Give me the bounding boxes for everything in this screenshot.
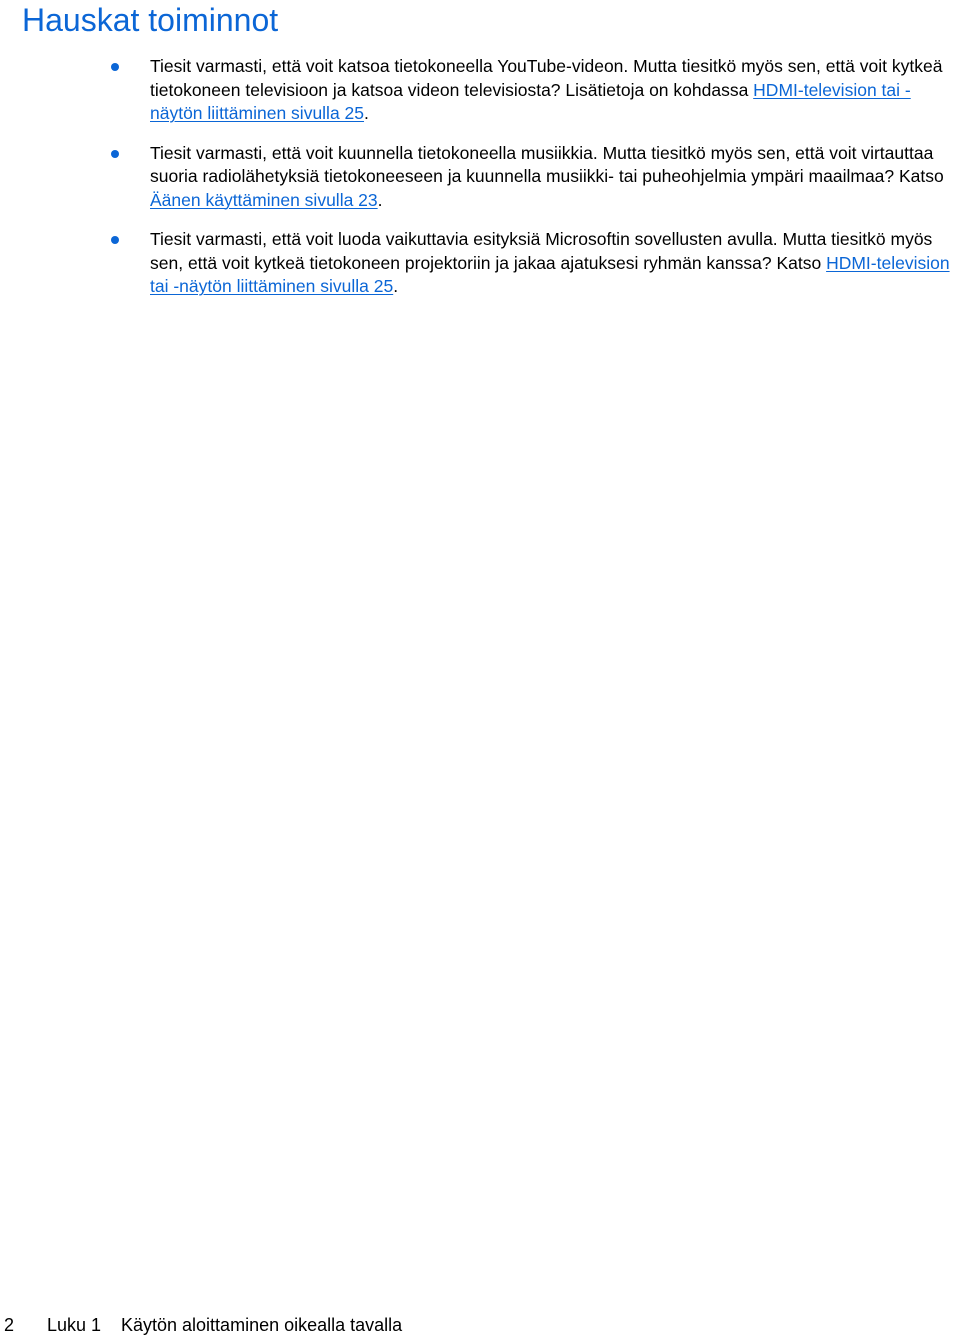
list-item xyxy=(0,142,960,213)
item-text: Tiesit varmasti, että voit kuunnella tietokoneella musiikkia. Mutta tiesitkö myös sen, että voit virtauttaa suoria radiolähetyksiä tietokoneeseen ja kuunnella musiikki- tai puheohjelmia ympäri maailmaa? Katso xyxy=(150,142,944,186)
audio-link[interactable]: Äänen käyttäminen sivulla 23 xyxy=(150,189,378,210)
item-text-end: . xyxy=(377,189,383,210)
list-item xyxy=(0,55,960,126)
hdmi-link[interactable]: HDMI-television tai -näytön liittäminen sivulla 25 xyxy=(150,252,950,296)
chapter-label: Luku 1 xyxy=(47,1315,102,1335)
bullet-icon xyxy=(111,63,119,71)
page-number: 2 xyxy=(4,1315,15,1335)
bullet-icon xyxy=(111,236,119,244)
item-text: Tiesit varmasti, että voit katsoa tietokoneella YouTube-videon. Mutta tiesitkö myös sen, että voit kytkeä tietokoneen televisioon ja katsoa videon televisiosta? Lisätietoja on kohdassa xyxy=(150,56,943,100)
bullet-icon xyxy=(111,150,119,158)
item-text: Tiesit varmasti, että voit luoda vaikuttavia esityksiä Microsoftin sovellusten avulla. Mutta tiesitkö myös sen, että voit kytkeä tietokoneen projektoriin ja jakaa ajatuksesi ryhmän kanssa? Katso xyxy=(150,229,933,273)
feature-list xyxy=(0,55,960,315)
item-text-end: . xyxy=(364,103,369,123)
chapter-title: Käytön aloittaminen oikealla tavalla xyxy=(121,1315,403,1335)
page-title: Hauskat toiminnot xyxy=(22,2,279,38)
list-item xyxy=(0,228,960,299)
hdmi-link[interactable]: HDMI-television tai -näytön liittäminen sivulla 25 xyxy=(150,79,911,123)
item-text-end: . xyxy=(393,276,399,296)
